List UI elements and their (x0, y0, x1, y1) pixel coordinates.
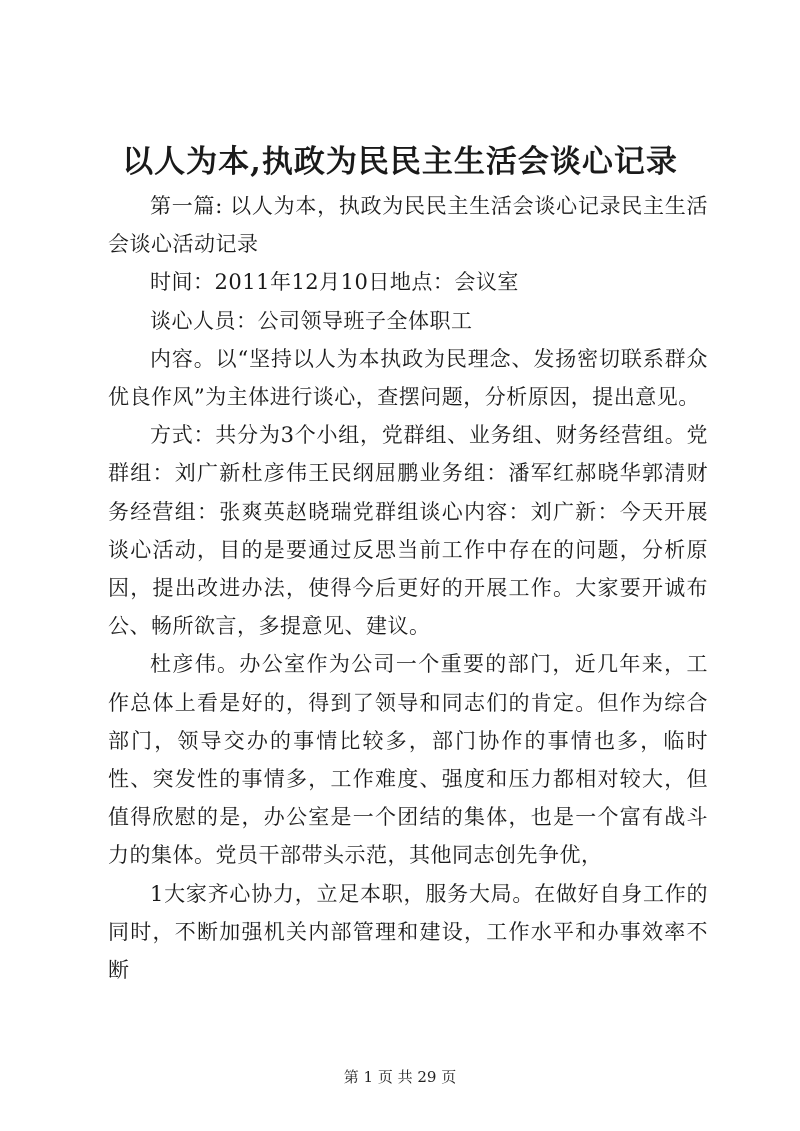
paragraph-method: 方式：共分为3个小组，党群组、业务组、财务经营组。党群组：刘广新杜彦伟王民纲屈鹏业务组：潘军红郝晓华郭清财务经营组：张爽英赵晓瑞党群组谈心内容：刘广新：今天开展谈心活动，目的是要通过反思当前工作中存在的问题，分析原因，提出改进办法，使得今后更好的开展工作。大家要开诚布公、畅所欲言，多提意见、建议。 (108, 423, 708, 639)
paragraph-participants: 谈心人员：公司领导班子全体职工 (150, 308, 473, 333)
paragraph-time-location: 时间：2011年12月10日地点：会议室 (150, 270, 519, 295)
document-title: 以人为本,执政为民民主生活会谈心记录 (122, 144, 678, 180)
paragraph-content: 内容。以“坚持以人为本执政为民理念、发扬密切联系群众优良作风”为主体进行谈心，查摆问题，分析原因，提出意见。 (108, 346, 708, 410)
page-number-footer: 第 1 页 共 29 页 (343, 1068, 457, 1086)
document-body (108, 187, 708, 989)
paragraph-du-yanwei: 杜彦伟。办公室作为公司一个重要的部门，近几年来，工作总体上看是好的，得到了领导和同志们的肯定。但作为综合部门，领导交办的事情比较多，部门协作的事情也多，临时性、突发性的事情多，工作难度、强度和压力都相对较大，但值得欣慰的是，办公室是一个团结的集体，也是一个富有战斗力的集体。党员干部带头示范，其他同志创先争优， (108, 652, 708, 868)
paragraph-point-1: 1大家齐心协力，立足本职，服务大局。在做好自身工作的同时，不断加强机关内部管理和建设，工作水平和办事效率不断 (108, 881, 708, 983)
paragraph-intro: 第一篇: 以人为本，执政为民民主生活会谈心记录民主生活会谈心活动记录 (108, 194, 708, 257)
